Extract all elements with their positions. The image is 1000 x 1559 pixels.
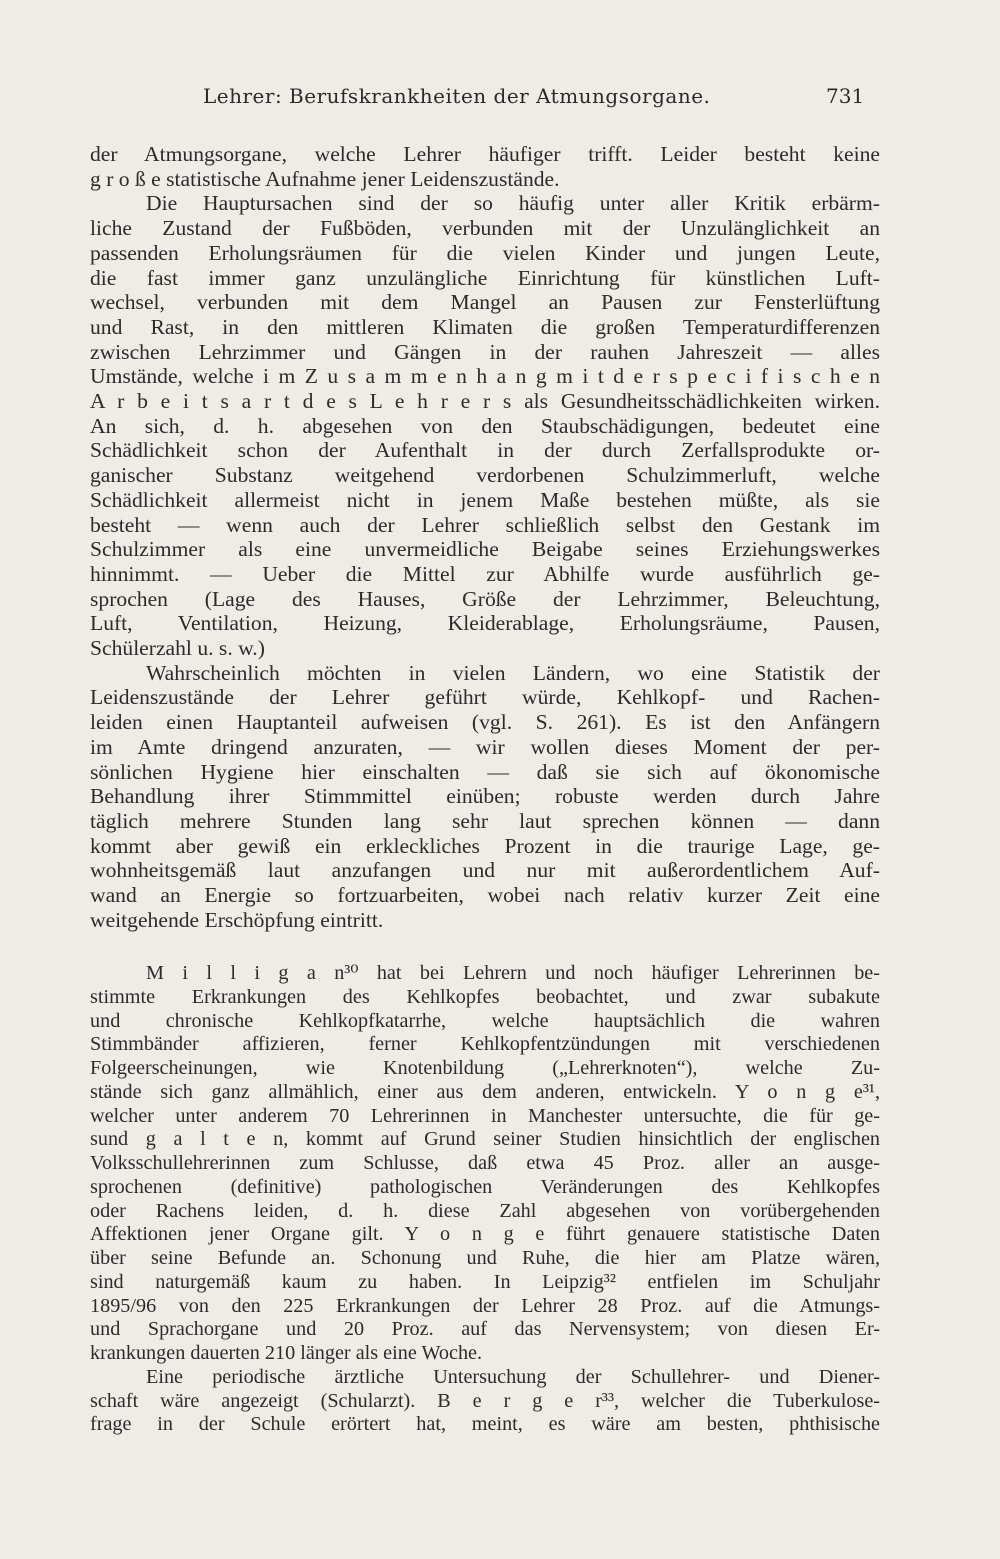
text-line: Luft, Ventilation, Heizung, Kleiderablage, Erholungsräume, Pausen, — [90, 611, 880, 636]
text-line: Schädlichkeit schon der Aufenthalt in der durch Zerfallsprodukte or- — [90, 438, 880, 463]
text-line: Stimmbänder affizieren, ferner Kehlkopfentzündungen mit verschiedenen — [90, 1033, 880, 1056]
text-line: krankungen dauerten 210 länger als eine Woche. — [90, 1342, 483, 1364]
text-line: oder Rachens leiden, d. h. diese Zahl abgesehen von vorübergehenden — [90, 1199, 880, 1222]
text-line: und chronische Kehlkopfkatarrhe, welche hauptsächlich die wahren — [90, 1009, 880, 1032]
text-line: An sich, d. h. abgesehen von den Staubschädigungen, bedeutet eine — [90, 413, 880, 438]
text-line: stimmte Erkrankungen des Kehlkopfes beobachtet, und zwar subakute — [90, 985, 880, 1008]
text-line: ganischer Substanz weitgehend verdorbenen Schulzimmerluft, welche — [90, 463, 880, 488]
text-line: Affektionen jener Organe gilt. Y o n g e führt genauere statistische Daten — [90, 1223, 880, 1246]
text-line: Die Hauptursachen sind der so häufig unter aller Kritik erbärm- — [146, 191, 880, 216]
text-line: Leidenszustände der Lehrer geführt würde, Kehlkopf- und Rachen- — [90, 685, 880, 710]
text-line: sind naturgemäß kaum zu haben. In Leipzig³² entfielen im Schuljahr — [90, 1270, 880, 1293]
main-text-block — [90, 142, 880, 933]
text-line: sprochenen (definitive) pathologischen Veränderungen des Kehlkopfes — [90, 1175, 880, 1198]
text-line: zwischen Lehrzimmer und Gängen in der rauhen Jahreszeit — alles — [90, 339, 880, 364]
text-line: weitgehende Erschöpfung eintritt. — [90, 907, 384, 932]
running-title: Lehrer: Berufskrankheiten der Atmungsorgane. — [203, 84, 711, 108]
text-line: wand an Energie so fortzuarbeiten, wobei nach relativ kurzer Zeit eine — [90, 883, 880, 908]
text-line: liche Zustand der Fußböden, verbunden mit der Unzulänglichkeit an — [90, 216, 880, 241]
text-line: 1895/96 von den 225 Erkrankungen der Lehrer 28 Proz. auf die Atmungs- — [90, 1294, 880, 1317]
text-line: Schülerzahl u. s. w.) — [90, 636, 265, 661]
text-line: die fast immer ganz unzulängliche Einrichtung für künstlichen Luft- — [90, 265, 880, 290]
page-number: 731 — [826, 84, 865, 108]
text-line: besteht — wenn auch der Lehrer schließlich selbst den Gestank im — [90, 512, 880, 537]
text-line: Umstände, welche i m Z u s a m m e n h a n g m i t d e r s p e c i f i s c h e n — [90, 364, 880, 389]
text-line: Schädlichkeit allermeist nicht in jenem Maße bestehen müßte, als sie — [90, 487, 880, 512]
text-line: sönlichen Hygiene hier einschalten — daß sie sich auf ökonomische — [90, 759, 880, 784]
text-line: hinnimmt. — Ueber die Mittel zur Abhilfe wurde ausführlich ge- — [90, 561, 880, 586]
text-line: leiden einen Hauptanteil aufweisen (vgl. S. 261). Es ist den Anfängern — [90, 710, 880, 735]
small-print-block — [90, 962, 880, 1437]
text-line: im Amte dringend anzuraten, — wir wollen dieses Moment der per- — [90, 734, 880, 759]
text-line: Schulzimmer als eine unvermeidliche Beigabe seines Erziehungswerkes — [90, 537, 880, 562]
text-line: M i l l i g a n³⁰ hat bei Lehrern und noch häufiger Lehrerinnen be- — [146, 962, 880, 984]
text-line: wohnheitsgemäß laut anzufangen und nur mit außerordentlichem Auf- — [90, 858, 880, 883]
text-line: Volksschullehrerinnen zum Schlusse, daß etwa 45 Proz. aller an ausge- — [90, 1152, 880, 1174]
text-line: und Sprachorgane und 20 Proz. auf das Nervensystem; von diesen Er- — [90, 1318, 880, 1341]
text-line: der Atmungsorgane, welche Lehrer häufiger trifft. Leider besteht keine — [90, 142, 880, 166]
text-line: über seine Befunde an. Schonung und Ruhe, die hier am Platze wären, — [90, 1247, 880, 1269]
text-line: kommt aber gewiß ein erkleckliches Prozent in die traurige Lage, ge- — [90, 833, 880, 858]
text-line: schaft wäre angezeigt (Schularzt). B e r g e r³³, welcher die Tuberkulose- — [90, 1389, 880, 1412]
text-line: Eine periodische ärztliche Untersuchung der Schullehrer- und Diener- — [146, 1365, 880, 1388]
text-line: passenden Erholungsräumen für die vielen Kinder und jungen Leute, — [90, 240, 880, 265]
text-line: Folgeerscheinungen, wie Knotenbildung („Lehrerknoten“), welche Zu- — [90, 1057, 880, 1079]
text-line: täglich mehrere Stunden lang sehr laut sprechen können — dann — [90, 808, 880, 833]
text-line: A r b e i t s a r t d e s L e h r e r s als Gesundheitsschädlichkeiten wirken. — [90, 389, 880, 414]
text-line: und Rast, in den mittleren Klimaten die großen Temperaturdifferenzen — [90, 314, 880, 339]
text-line: g r o ß e statistische Aufnahme jener Leidenszustände. — [90, 166, 560, 191]
text-line: sprochen (Lage des Hauses, Größe der Lehrzimmer, Beleuchtung, — [90, 586, 880, 611]
text-line: Wahrscheinlich möchten in vielen Ländern, wo eine Statistik der — [146, 660, 880, 685]
text-line: sund g a l t e n, kommt auf Grund seiner Studien hinsichtlich der englischen — [90, 1128, 880, 1151]
text-line: Behandlung ihrer Stimmmittel einüben; robuste werden durch Jahre — [90, 784, 880, 809]
text-line: frage in der Schule erörtert hat, meint, es wäre am besten, phthisische — [90, 1413, 880, 1436]
text-line: wechsel, verbunden mit dem Mangel an Pausen zur Fensterlüftung — [90, 290, 880, 315]
text-line: welcher unter anderem 70 Lehrerinnen in Manchester untersuchte, die für ge- — [90, 1104, 880, 1127]
text-line: stände sich ganz allmählich, einer aus dem anderen, entwickeln. Y o n g e³¹, — [90, 1080, 880, 1103]
